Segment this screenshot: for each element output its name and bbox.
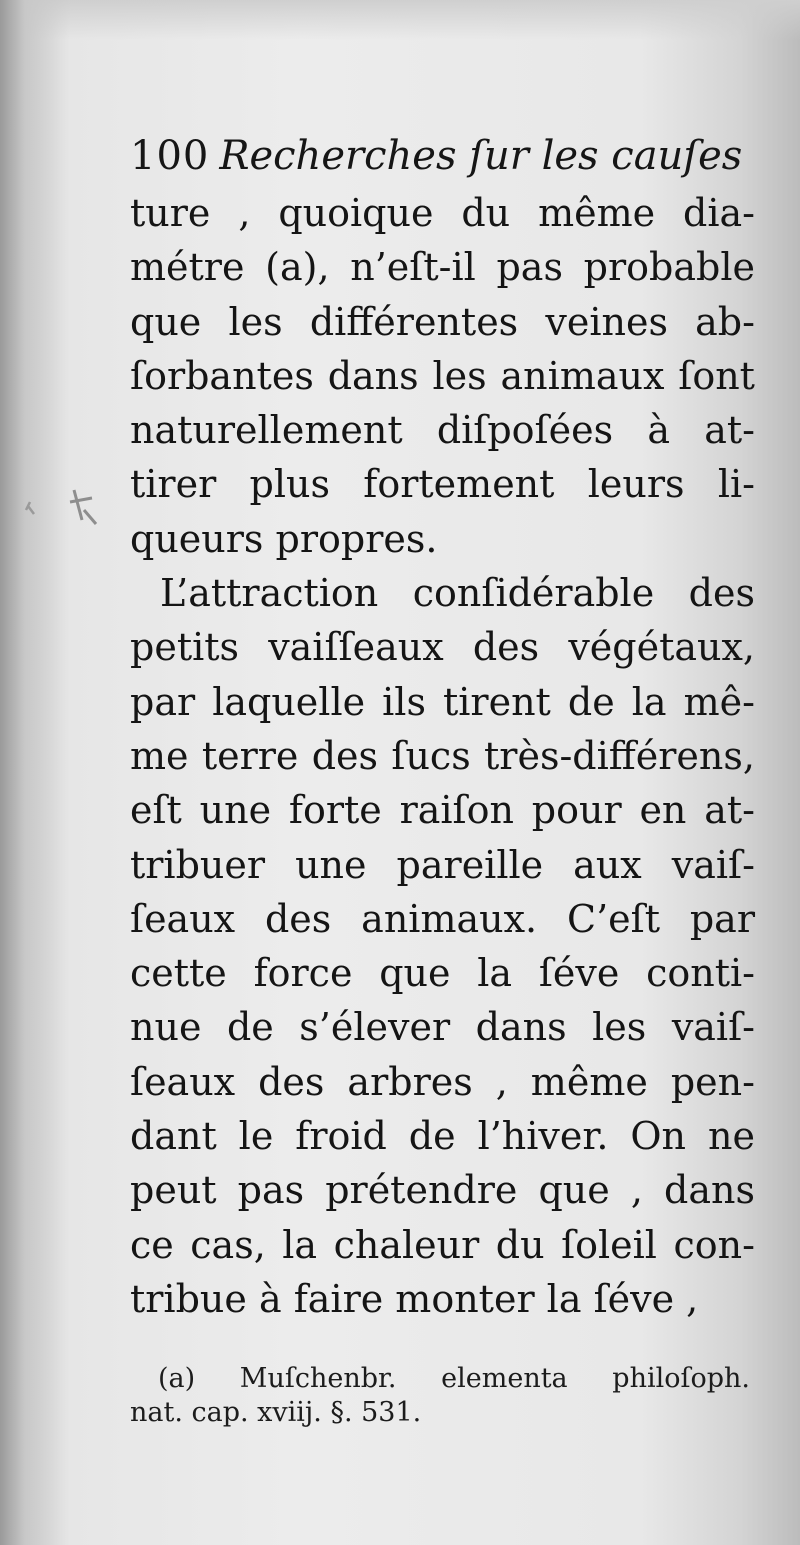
- text-line: ſeaux des animaux. C’eſt par: [130, 896, 755, 941]
- text-line: métre (a), n’eſt-il pas probable: [130, 245, 755, 290]
- footnote-line: (a) Muſchenbr. elementa philoſoph.: [158, 1363, 750, 1394]
- text-line: petits vaiſſeaux des végétaux,: [130, 625, 755, 670]
- text-line: tirer plus fortement leurs li-: [130, 462, 755, 507]
- text-line: eſt une forte raiſon pour en at-: [130, 788, 755, 833]
- text-line: par laquelle ils tirent de la mê-: [130, 679, 755, 724]
- text-line: ce cas, la chaleur du ſoleil con-: [130, 1222, 755, 1267]
- text-line: cette force que la ſéve conti-: [130, 951, 755, 996]
- text-line: que les différentes veines ab-: [130, 299, 755, 344]
- page-gutter-shadow: [0, 0, 70, 1545]
- text-line: dant le froid de l’hiver. On ne: [130, 1114, 755, 1159]
- text-line: naturellement diſpoſées à at-: [130, 408, 755, 453]
- text-line: L’attraction conſidérable des: [160, 571, 755, 616]
- page-top-shadow: [0, 0, 800, 40]
- handwritten-margin-mark: [22, 480, 102, 530]
- text-line: nue de s’élever dans les vaiſ-: [130, 1005, 755, 1050]
- page-number: 100: [130, 133, 210, 179]
- text-line: peut pas prétendre que , dans: [130, 1168, 755, 1213]
- text-line: ture , quoique du même dia-: [130, 191, 755, 235]
- text-line: ſeaux des arbres , même pen-: [130, 1059, 755, 1104]
- text-line: me terre des ſucs très-différens,: [130, 733, 755, 778]
- text-line: tribue à faire monter la ſéve ,: [130, 1276, 699, 1321]
- footnote: [130, 1362, 750, 1430]
- body-text: [130, 186, 755, 1326]
- running-header: [130, 128, 750, 184]
- footnote-line: nat. cap. xviij. §. 531.: [130, 1397, 422, 1428]
- text-line: ſorbantes dans les animaux ſont: [130, 353, 755, 398]
- text-line: tribuer une pareille aux vaiſ-: [130, 842, 755, 887]
- text-line: queurs propres.: [130, 516, 438, 561]
- running-title: Recherches ſur les cauſes: [219, 133, 743, 179]
